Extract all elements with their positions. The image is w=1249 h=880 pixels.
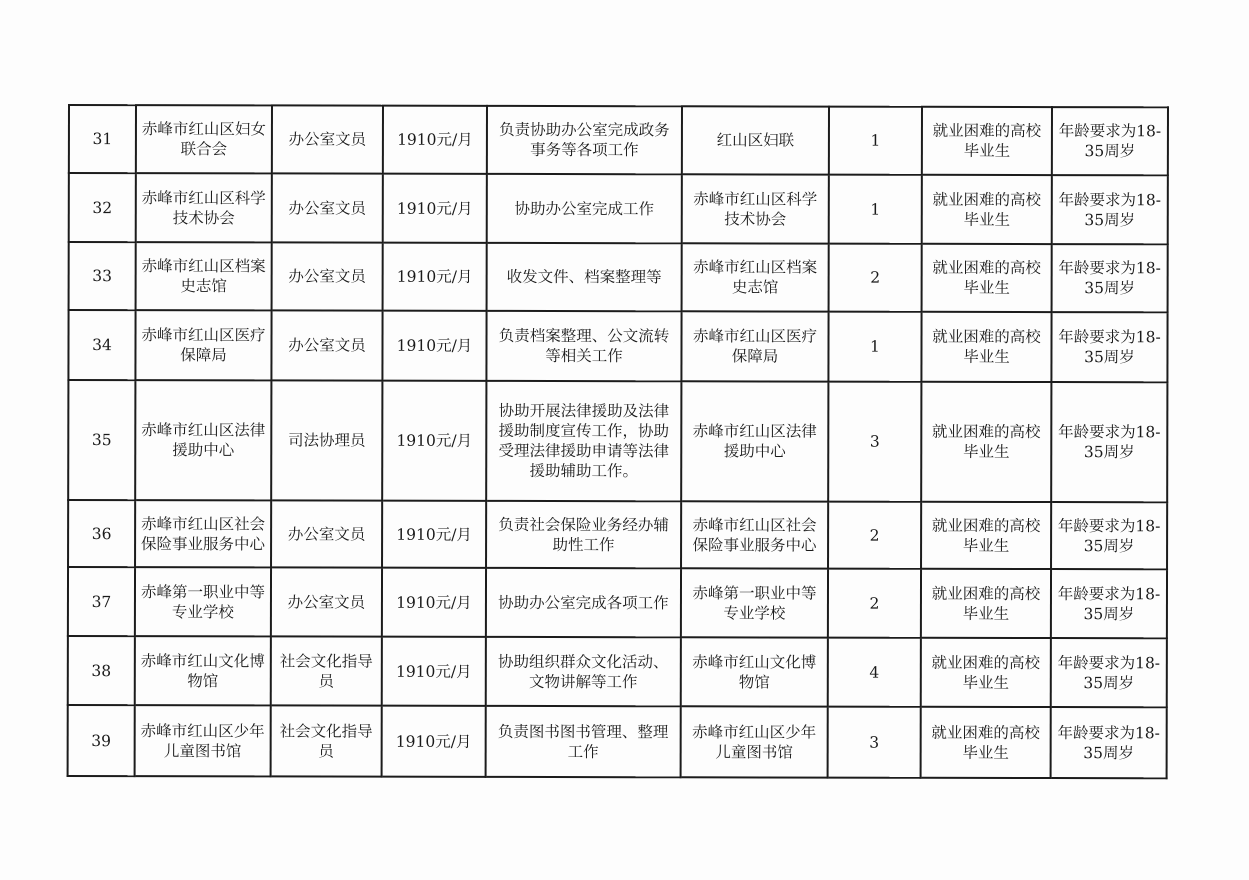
position-cell-text: 办公室文员 [288, 267, 366, 286]
duty-cell [486, 706, 681, 777]
duty-cell-text: 协助开展法律援助及法律援助制度宣传工作，协助受理法律援助申请等法律援助辅助工作。 [498, 401, 670, 481]
target-group-cell [921, 569, 1051, 638]
headcount-cell [828, 707, 921, 778]
salary-cell [382, 501, 486, 568]
employer-cell-text: 赤峰市红山区少年儿童图书馆 [140, 721, 265, 760]
salary-cell-text: 1910元/月 [395, 732, 472, 751]
headcount-cell [828, 502, 921, 569]
employer-cell [135, 636, 271, 705]
department-cell [681, 381, 828, 501]
salary-cell [383, 174, 487, 243]
requirement-cell [1052, 244, 1168, 312]
department-cell [682, 174, 829, 243]
duty-cell [486, 501, 681, 568]
department-cell-text: 赤峰市红山文化博物馆 [692, 652, 817, 691]
salary-cell-text: 1910元/月 [396, 199, 473, 218]
department-cell-text: 赤峰市红山区少年儿童图书馆 [692, 722, 817, 762]
requirement-cell [1051, 569, 1167, 638]
headcount-cell [829, 175, 922, 244]
department-cell-text: 赤峰市红山区科学技术协会 [693, 189, 818, 229]
department-cell-text: 赤峰市红山区法律援助中心 [692, 422, 817, 461]
position-cell [271, 567, 382, 636]
job-listing-table [67, 104, 1169, 779]
target-group-cell-text: 就业困难的高校毕业生 [932, 258, 1041, 297]
duty-cell-text: 协助办公室完成工作 [514, 199, 655, 218]
requirement-cell [1051, 638, 1167, 707]
table-body [68, 105, 1168, 778]
row-number [68, 380, 135, 500]
duty-cell [487, 174, 682, 243]
salary-cell-text: 1910元/月 [396, 431, 473, 450]
position-cell [271, 310, 382, 380]
duty-cell [487, 106, 682, 174]
target-group-cell [922, 107, 1052, 175]
duty-cell-text: 收发文件、档案整理等 [506, 267, 662, 287]
employer-cell-text: 赤峰市红山区妇女联合会 [141, 120, 266, 159]
department-cell [681, 637, 828, 706]
target-group-cell [921, 638, 1051, 707]
employer-cell [135, 500, 271, 567]
headcount-cell-text: 3 [869, 733, 880, 752]
employer-cell [136, 173, 272, 242]
row-number [69, 173, 136, 242]
employer-cell-text: 赤峰市红山文化博物馆 [140, 651, 265, 690]
position-cell [271, 636, 382, 705]
target-group-cell [921, 382, 1051, 502]
headcount-cell-text: 2 [869, 594, 880, 613]
employer-cell-text: 赤峰市红山区社会保险事业服务中心 [141, 514, 266, 553]
requirement-cell-text: 年龄要求为18-35周岁 [1058, 423, 1161, 462]
table-row [68, 705, 1167, 778]
department-cell-text: 赤峰市红山区医疗保障局 [692, 327, 818, 366]
target-group-cell-text: 就业困难的高校毕业生 [931, 584, 1041, 623]
requirement-cell-text: 年龄要求为18-35周岁 [1058, 328, 1161, 367]
department-cell [682, 106, 829, 174]
headcount-cell [829, 244, 922, 312]
position-cell [271, 705, 382, 776]
salary-cell-text: 1910元/月 [396, 267, 473, 286]
headcount-cell-text: 2 [869, 526, 880, 545]
requirement-cell [1051, 312, 1167, 382]
table-row [69, 105, 1168, 175]
requirement-cell-text: 年龄要求为18-35周岁 [1057, 516, 1161, 555]
position-cell-text: 办公室文员 [288, 198, 367, 218]
requirement-cell [1051, 502, 1167, 569]
requirement-cell [1052, 107, 1168, 175]
row-number [68, 636, 135, 705]
row-number [68, 500, 135, 567]
position-cell-text: 社会文化指导员 [279, 721, 373, 761]
position-cell-text: 社会文化指导员 [279, 651, 373, 691]
requirement-cell [1051, 382, 1167, 502]
duty-cell [486, 568, 681, 637]
employer-cell [136, 242, 272, 310]
salary-cell [382, 637, 486, 706]
employer-cell-text: 赤峰市红山区法律援助中心 [141, 421, 266, 460]
duty-cell [486, 311, 681, 381]
table-row [69, 242, 1168, 312]
duty-cell [486, 381, 681, 501]
salary-cell [382, 381, 486, 501]
position-cell [272, 173, 383, 242]
target-group-cell [922, 244, 1052, 312]
row-number [68, 705, 135, 776]
position-cell-text: 办公室文员 [287, 592, 366, 612]
row-number-text: 37 [91, 592, 112, 611]
employer-cell-text: 赤峰市红山区档案史志馆 [141, 257, 266, 296]
requirement-cell-text: 年龄要求为18-35周岁 [1058, 122, 1162, 161]
target-group-cell-text: 就业困难的高校毕业生 [932, 422, 1041, 461]
table-row [68, 567, 1167, 638]
employer-cell [135, 310, 271, 380]
salary-cell-text: 1910元/月 [396, 525, 472, 544]
department-cell-text: 赤峰市红山区社会保险事业服务中心 [692, 515, 817, 555]
row-number-text: 33 [92, 267, 113, 286]
duty-cell-text: 协助组织群众文化活动、文物讲解等工作 [498, 652, 669, 691]
salary-cell-text: 1910元/月 [396, 336, 473, 355]
department-cell [681, 568, 828, 637]
salary-cell-text: 1910元/月 [397, 130, 473, 149]
duty-cell-text: 负责协助办公室完成政务事务等各项工作 [499, 120, 670, 160]
target-group-cell [921, 502, 1051, 569]
salary-cell [383, 243, 487, 311]
department-cell-text: 赤峰第一职业中等专业学校 [692, 583, 817, 623]
requirement-cell [1052, 175, 1168, 244]
headcount-cell [829, 107, 922, 175]
target-group-cell-text: 就业困难的高校毕业生 [932, 190, 1042, 229]
headcount-cell-text: 1 [870, 200, 881, 219]
employer-cell [135, 567, 271, 636]
row-number-text: 36 [91, 524, 112, 543]
target-group-cell-text: 就业困难的高校毕业生 [932, 327, 1041, 366]
salary-cell-text: 1910元/月 [396, 593, 472, 612]
position-cell [271, 380, 382, 500]
requirement-cell-text: 年龄要求为18-35周岁 [1057, 723, 1160, 762]
position-cell-text: 办公室文员 [287, 524, 366, 544]
target-group-cell [921, 707, 1051, 778]
salary-cell [382, 706, 486, 777]
headcount-cell-text: 1 [870, 337, 880, 356]
position-cell-text: 司法协理员 [288, 431, 366, 450]
requirement-cell [1051, 707, 1167, 778]
row-number-text: 34 [92, 336, 112, 355]
row-number [68, 310, 135, 380]
target-group-cell-text: 就业困难的高校毕业生 [931, 653, 1041, 692]
target-group-cell-text: 就业困难的高校毕业生 [931, 723, 1040, 762]
duty-cell-text: 协助办公室完成各项工作 [498, 593, 669, 612]
employer-cell [136, 105, 272, 173]
salary-cell-text: 1910元/月 [395, 662, 472, 681]
headcount-cell-text: 2 [870, 268, 881, 287]
table-row [68, 636, 1167, 707]
row-number-text: 35 [91, 431, 112, 450]
headcount-cell-text: 4 [869, 663, 880, 682]
duty-cell-text: 负责社会保险业务经办辅助性工作 [498, 515, 669, 554]
row-number [69, 105, 136, 173]
duty-cell-text: 负责图书图书管理、整理工作 [497, 722, 669, 761]
table-row [68, 500, 1167, 569]
duty-cell [486, 637, 681, 706]
target-group-cell-text: 就业困难的高校毕业生 [932, 121, 1042, 160]
position-cell [272, 242, 383, 310]
department-cell [681, 706, 828, 777]
employer-cell-text: 赤峰市红山区医疗保障局 [141, 326, 266, 365]
duty-cell-text: 负责档案整理、公文流转等相关工作 [498, 326, 670, 366]
salary-cell [382, 311, 486, 381]
headcount-cell-text: 3 [869, 432, 880, 451]
salary-cell [382, 568, 486, 637]
department-cell [682, 243, 829, 311]
department-cell [681, 501, 828, 568]
employer-cell [135, 705, 271, 776]
table-row [69, 173, 1168, 244]
requirement-cell-text: 年龄要求为18-35周岁 [1057, 653, 1161, 692]
salary-cell [383, 106, 487, 174]
row-number-text: 39 [91, 731, 112, 750]
headcount-cell [828, 312, 921, 382]
headcount-cell [828, 638, 921, 707]
employer-cell-text: 赤峰市红山区科学技术协会 [141, 188, 266, 227]
target-group-cell [922, 175, 1052, 244]
target-group-cell-text: 就业困难的高校毕业生 [931, 516, 1041, 555]
employer-cell [135, 380, 271, 500]
requirement-cell-text: 年龄要求为18-35周岁 [1057, 584, 1161, 623]
row-number-text: 31 [92, 130, 113, 149]
position-cell-text: 办公室文员 [288, 130, 367, 149]
department-cell [681, 311, 828, 381]
row-number-text: 38 [91, 661, 112, 680]
position-cell-text: 办公室文员 [288, 336, 366, 355]
row-number-text: 32 [92, 198, 113, 217]
headcount-cell [828, 382, 921, 502]
position-cell [272, 105, 383, 173]
target-group-cell [921, 312, 1051, 382]
row-number [68, 567, 135, 636]
employer-cell-text: 赤峰第一职业中等专业学校 [140, 582, 265, 621]
requirement-cell-text: 年龄要求为18-35周岁 [1058, 259, 1161, 298]
headcount-cell [828, 569, 921, 638]
headcount-cell-text: 1 [870, 131, 881, 150]
position-cell [271, 500, 382, 567]
department-cell-text: 红山区妇联 [716, 131, 795, 150]
department-cell-text: 赤峰市红山区档案史志馆 [693, 258, 818, 297]
table-row [68, 310, 1167, 382]
row-number [69, 242, 136, 310]
requirement-cell-text: 年龄要求为18-35周岁 [1058, 190, 1162, 229]
duty-cell [487, 243, 682, 311]
table-row [68, 380, 1167, 502]
